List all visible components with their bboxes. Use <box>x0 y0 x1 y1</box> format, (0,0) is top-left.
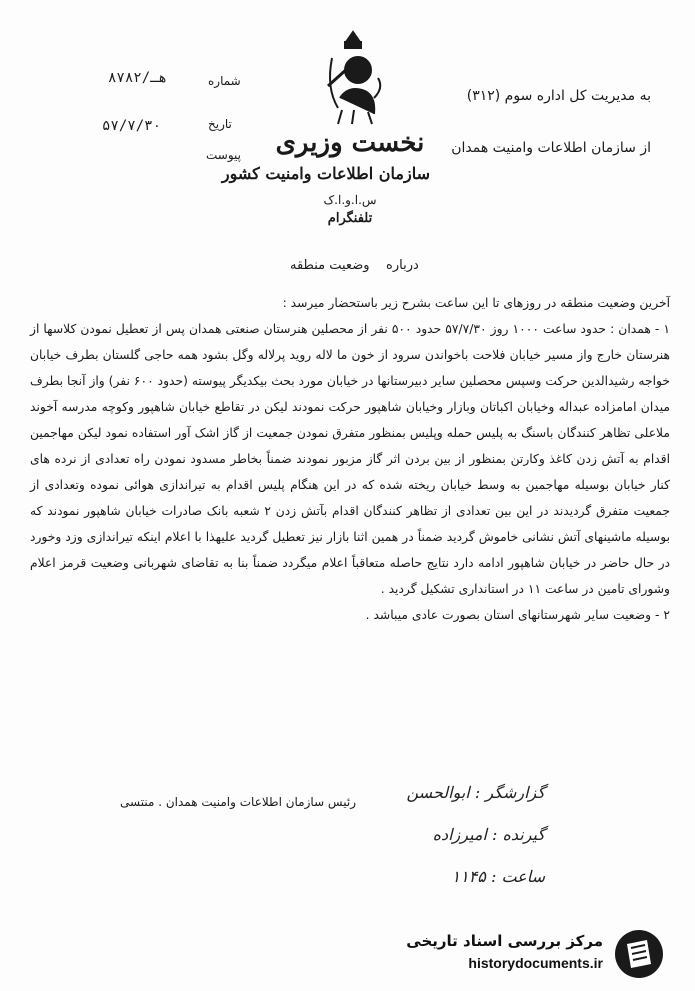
organization-title: سازمان اطلاعات وامنیت کشور <box>221 164 430 183</box>
ministry-title: نخست وزیری <box>275 128 425 158</box>
recipient-line: به مدیریت کل اداره سوم (۳۱۲) <box>466 88 651 104</box>
document-type: تلفنگرام <box>327 211 373 226</box>
date-value: ۵۷/۷/۳۰ <box>102 118 162 134</box>
handwritten-note-reporter: گزارشگر : ابوالحسن <box>406 783 545 802</box>
watermark-title: مرکز بررسی اسناد تاریخی <box>406 932 603 950</box>
archive-logo-icon <box>613 928 665 980</box>
subject-value: وضعیت منطقه <box>290 258 370 273</box>
sender-line: از سازمان اطلاعات وامنیت همدان <box>451 140 651 156</box>
body-intro: آخرین وضعیت منطقه در روزهای تا این ساعت بشرح زیر باستحضار میرسد : <box>282 296 670 310</box>
handwritten-note-receiver: گیرنده : امیرزاده <box>432 825 545 844</box>
lion-and-sun-emblem-icon <box>318 28 388 128</box>
watermark <box>345 928 665 980</box>
handwritten-note-time: ساعت : ۱۱۴۵ <box>451 867 545 886</box>
number-value: ۸۷۸۲/هـ <box>108 70 168 86</box>
subject-line <box>290 258 419 273</box>
subject-label: درباره <box>386 258 419 273</box>
date-label: تاریخ <box>208 117 232 131</box>
organization-abbreviation: س.ا.و.ا.ک <box>323 193 377 207</box>
letter-body <box>30 290 670 628</box>
number-label: شماره <box>208 74 241 88</box>
body-item-1: ۱ - همدان : حدود ساعت ۱۰۰۰ روز ۵۷/۷/۳۰ حدود ۵۰۰ نفر از محصلین هنرستان صنعتی همدان پس از تعطیل نمودن کلاسها از هنرستان خارج واز مسیر خیابان فلاحت باخواندن سرود از خون ما لاله روید پرلاله وگل بشود همه حاجی گلستان بطرف خیابان خواجه رشیدالدین حرکت وسپس محصلین سایر دبیرستانها در خیابان مورد بحث بیکدیگر پیوسته (حدود ۶۰۰ نفر) واز آنجا بطرف میدان امامزاده عبداله وخیابان اکباتان وبازار وخیابان شاهپور حرکت نمودند لیکن در تقاطع خیابان شاهپور وکوچه مدرسه آخوند ملاعلی تظاهر کنندگان باسنگ به پلیس حمله وپلیس بمنظور متفرق نمودن جمعیت از گاز اشک آور استفاده نمود لیکن مهاجمین اقدام به آتش زدن کاغذ وکارتن بمنظور از بین بردن اثر گاز مزبور نمودند ضمناً بخاطر مسدود نمودن راه تعدادی از نرده های کنار خیابان بوسیله مهاجمین به وسط خیابان ریخته شده که در این هنگام پلیس اقدام به تیراندازی هوائی نموده وتعدادی از جمعیت متفرق گردیدند در این بین تعدادی از تظاهر کنندگان اقدام بآتش زدن ۲ شعبه بانک صادرات خیابان شاهپور نمودند که بوسیله ماشینهای آتش نشانی خاموش گردید ضمناً در همین اثنا بازار نیز تعطیل گردید علیهذا با اعلام اینکه تیراندازی وزد وخورد در حال حاضر در خیابان شاهپور ادامه دارد نتایج حاصله متعاقباً اعلام میگردد ضمناً بنا به تقاضای شهربانی وضعیت قرمز اعلام وشورای تامین در ساعت ۱۱ در استانداری تشکیل گردید . <box>30 322 670 596</box>
handwritten-notes <box>405 772 545 898</box>
attachment-label: پیوست <box>206 148 241 162</box>
body-item-2: ۲ - وضعیت سایر شهرستانهای استان بصورت عادی میباشد . <box>365 608 670 622</box>
signatory-line: رئیس سازمان اطلاعات وامنیت همدان . منتسی <box>120 795 356 809</box>
watermark-url: historydocuments.ir <box>468 955 603 971</box>
